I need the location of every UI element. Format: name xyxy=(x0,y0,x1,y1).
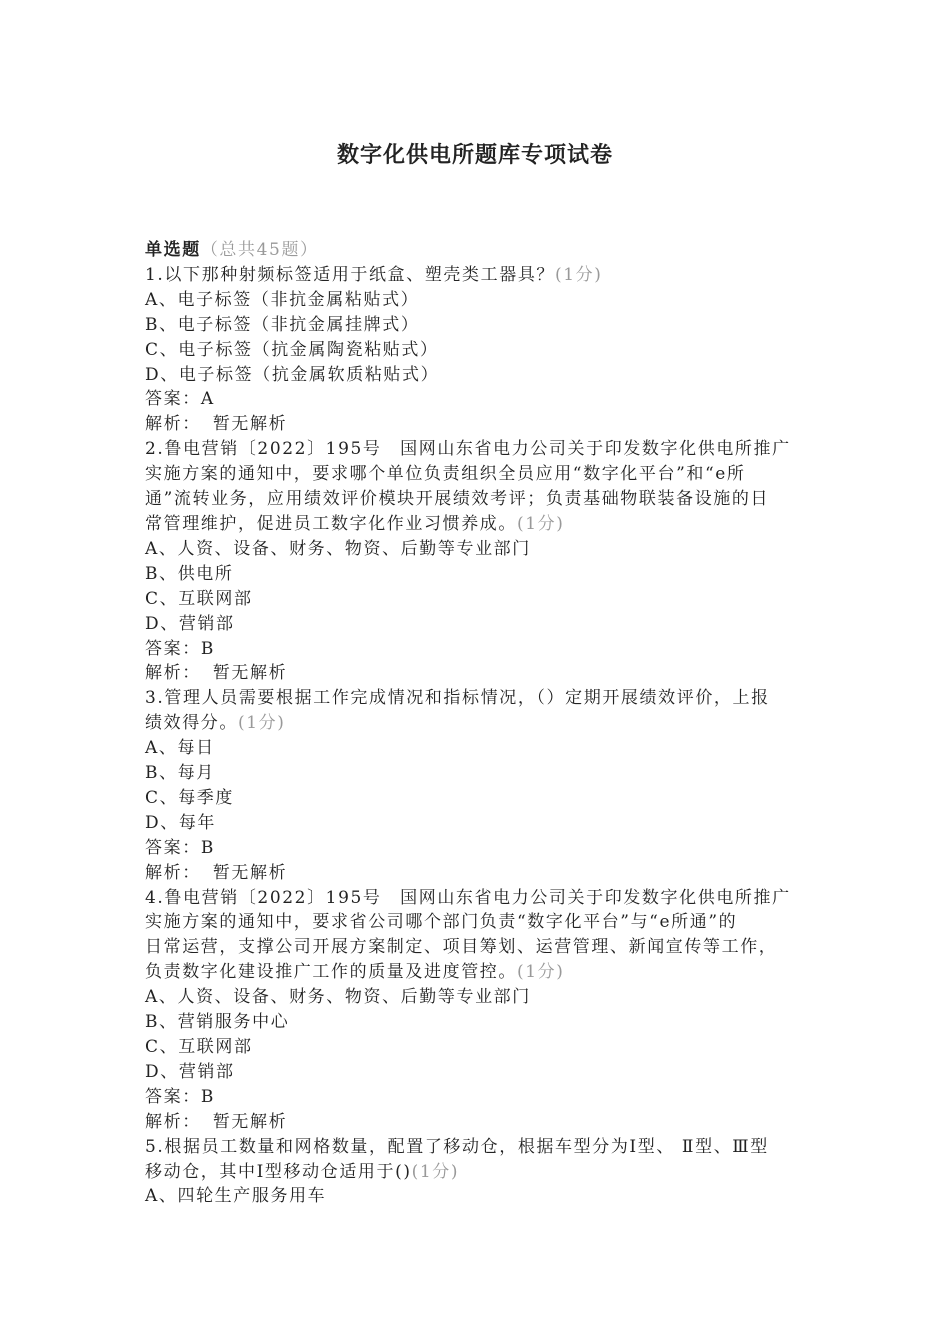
answer-value: A xyxy=(200,389,215,410)
question-text-line xyxy=(145,686,825,711)
question-score: (1分) xyxy=(555,264,603,285)
answer-value: B xyxy=(200,1086,215,1107)
question-score: (1分) xyxy=(517,962,565,983)
analysis-label: 解析： xyxy=(145,414,201,435)
question-text-line xyxy=(145,935,825,960)
option: C、电子标签（抗金属陶瓷粘贴式） xyxy=(145,339,439,360)
analysis-line xyxy=(145,661,825,686)
analysis-line xyxy=(145,1110,825,1135)
option: B、每月 xyxy=(145,763,215,784)
question-text: 2.鲁电营销〔2022〕195号 国网山东省电力公司关于印发数字化供电所推广 xyxy=(145,439,791,460)
question-score: (1分) xyxy=(517,513,565,534)
analysis-value: 暂无解析 xyxy=(212,862,288,883)
analysis-label: 解析： xyxy=(145,862,201,883)
section-label: 单选题 xyxy=(145,240,201,260)
question-text-line xyxy=(145,910,825,935)
option: A、人资、设备、财务、物资、后勤等专业部门 xyxy=(145,987,531,1008)
question-text-line xyxy=(145,512,825,537)
question-text-line xyxy=(145,886,825,911)
document-body xyxy=(145,238,825,1209)
option: A、电子标签（非抗金属粘贴式） xyxy=(145,289,420,310)
question-text: 日常运营，支撑公司开展方案制定、项目筹划、运营管理、新闻宣传等工作， xyxy=(145,937,778,958)
question xyxy=(145,437,825,686)
analysis-label: 解析： xyxy=(145,1111,201,1132)
question xyxy=(145,1135,825,1210)
question-text-line xyxy=(145,1135,825,1160)
question-text-line xyxy=(145,487,825,512)
document-title: 数字化供电所题库专项试卷 xyxy=(336,142,613,168)
option: C、互联网部 xyxy=(145,1037,253,1057)
analysis-value: 暂无解析 xyxy=(212,414,288,435)
question-text: 5.根据员工数量和网格数量，配置了移动仓，根据车型分为Ⅰ型、 Ⅱ型、Ⅲ型 xyxy=(145,1136,769,1157)
analysis-label: 解析： xyxy=(145,663,201,684)
analysis-line xyxy=(145,412,825,437)
answer-label: 答案： xyxy=(145,389,201,410)
answer-label: 答案： xyxy=(145,837,201,858)
answer-value: B xyxy=(200,638,215,659)
question-text: 实施方案的通知中，要求哪个单位负责组织全员应用“数字化平台”和“e所 xyxy=(145,464,746,485)
option: D、营销部 xyxy=(145,613,235,634)
analysis-value: 暂无解析 xyxy=(212,663,288,684)
option: B、营销服务中心 xyxy=(145,1012,290,1033)
analysis-line xyxy=(145,861,825,886)
question-text-line xyxy=(145,960,825,985)
question-text: 通”流转业务，应用绩效评价模块开展绩效考评；负责基础物联装备设施的日 xyxy=(145,489,770,510)
answer-label: 答案： xyxy=(145,1086,201,1107)
answer-line xyxy=(145,1085,825,1110)
question-text: 实施方案的通知中，要求省公司哪个部门负责“数字化平台”与“e所通”的 xyxy=(145,912,738,933)
question-text: 常管理维护，促进员工数字化作业习惯养成。 xyxy=(145,513,517,534)
question-text: 负责数字化建设推广工作的质量及进度管控。 xyxy=(145,962,517,983)
answer-value: B xyxy=(200,837,215,858)
question-text: 3.管理人员需要根据工作完成情况和指标情况，（）定期开展绩效评价，上报 xyxy=(145,688,770,709)
question-text-line xyxy=(145,462,825,487)
question-text-line xyxy=(145,1160,825,1185)
option: D、每年 xyxy=(145,812,217,833)
question-text-line xyxy=(145,711,825,736)
option: A、四轮生产服务用车 xyxy=(145,1186,327,1207)
question-text: 移动仓，其中Ⅰ型移动仓适用于() xyxy=(145,1161,412,1182)
option: D、营销部 xyxy=(145,1061,235,1082)
question-text: 绩效得分。 xyxy=(145,713,238,734)
question xyxy=(145,686,825,885)
question-score: (1分) xyxy=(411,1161,460,1182)
question-text-line xyxy=(145,263,825,288)
option: A、人资、设备、财务、物资、后勤等专业部门 xyxy=(145,538,531,559)
option: C、互联网部 xyxy=(145,588,253,609)
section-count: （总共45题） xyxy=(200,240,319,260)
question-score: (1分) xyxy=(238,713,286,734)
option: B、电子标签（非抗金属挂牌式） xyxy=(145,314,420,335)
answer-line xyxy=(145,836,825,861)
question-text: 4.鲁电营销〔2022〕195号 国网山东省电力公司关于印发数字化供电所推广 xyxy=(145,887,791,908)
option: C、每季度 xyxy=(145,787,235,808)
answer-label: 答案： xyxy=(145,638,201,659)
option: A、每日 xyxy=(145,738,215,759)
answer-line xyxy=(145,387,825,412)
question-text: 1.以下那种射频标签适用于纸盒、塑壳类工器具？ xyxy=(145,264,556,285)
analysis-value: 暂无解析 xyxy=(212,1111,288,1132)
question-text-line xyxy=(145,437,825,462)
option: B、供电所 xyxy=(145,563,234,584)
question xyxy=(145,886,825,1135)
question xyxy=(145,263,825,437)
answer-line xyxy=(145,637,825,662)
section-heading xyxy=(145,238,825,263)
option: D、电子标签（抗金属软质粘贴式） xyxy=(145,364,440,385)
